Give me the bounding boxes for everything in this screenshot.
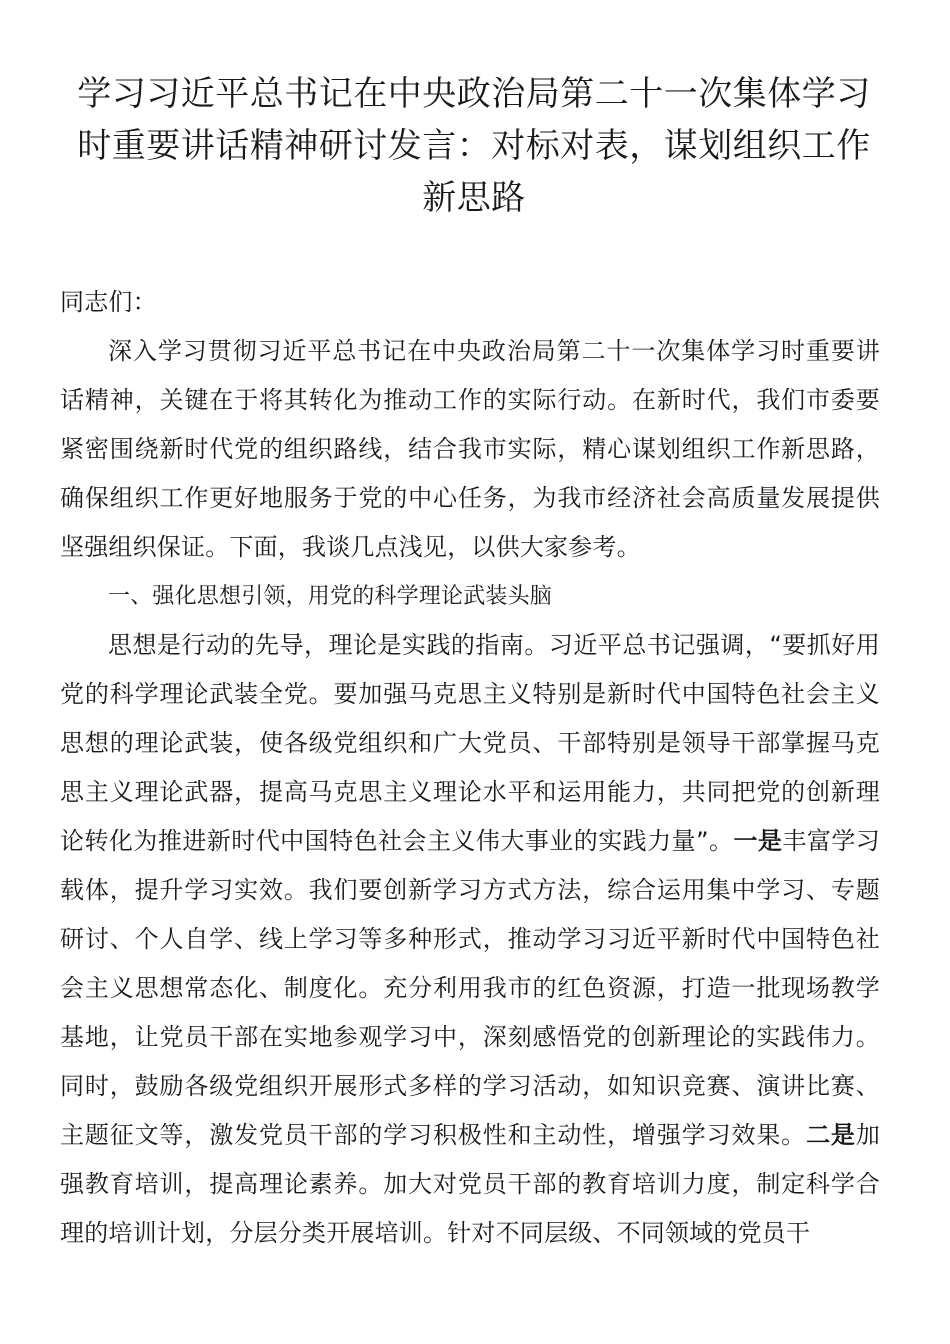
salutation: 同志们：	[60, 288, 157, 316]
point-marker-2: 二是	[806, 1121, 856, 1149]
title-line-3: 新思路	[422, 178, 526, 218]
point-marker-1: 一是	[733, 827, 783, 855]
section-heading-1: 一、强化思想引领，用党的科学理论武装头脑	[108, 584, 553, 609]
title-line-1: 学习习近平总书记在中央政治局第二十一次集体学习	[77, 74, 871, 114]
section-1-text-b: 丰富学习载体，提升学习实效。我们要创新学习方式方法，综合运用集中学习、专题研讨、个人自学、线上学习等多种形式，推动学习习近平新时代中国特色社会主义思想常态化、制度化。充分利用我市的红色资源，打造一批现场教学基地，让党员干部在实地参观学习中，深刻感悟党的创新理论的实践伟力。同时，鼓励各级党组织开展形式多样的学习活动，如知识竞赛、演讲比赛、主题征文等，激发党员干部的学习积极性和主动性，增强学习效果。	[60, 827, 880, 1149]
page-title	[60, 68, 880, 224]
section-1-text-a: 思想是行动的先导，理论是实践的指南。习近平总书记强调，“要抓好用党的科学理论武装全党。要加强马克思主义特别是新时代中国特色社会主义思想的理论武装，使各级党组织和广大党员、干部特别是领导干部掌握马克思主义理论武器，提高马克思主义理论水平和运用能力，共同把党的创新理论转化为推进新时代中国特色社会主义伟大事业的实践力量”。	[60, 631, 880, 855]
section-1-paragraph	[60, 621, 880, 1258]
title-line-2: 时重要讲话精神研讨发言：对标对表，谋划组织工作	[77, 126, 871, 166]
section-1-text-c: 加强教育培训，提高理论素养。加大对党员干部的教育培训力度，制定科学合理的培训计划，分层分类开展培训。针对不同层级、不同领域的党员干	[60, 1121, 881, 1247]
intro-paragraph: 深入学习贯彻习近平总书记在中央政治局第二十一次集体学习时重要讲话精神，关键在于将其转化为推动工作的实际行动。在新时代，我们市委要紧密围绕新时代党的组织路线，结合我市实际，精心谋划组织工作新思路，确保组织工作更好地服务于党的中心任务，为我市经济社会高质量发展提供坚强组织保证。下面，我谈几点浅见，以供大家参考。	[60, 337, 880, 561]
document-body	[60, 278, 880, 1258]
